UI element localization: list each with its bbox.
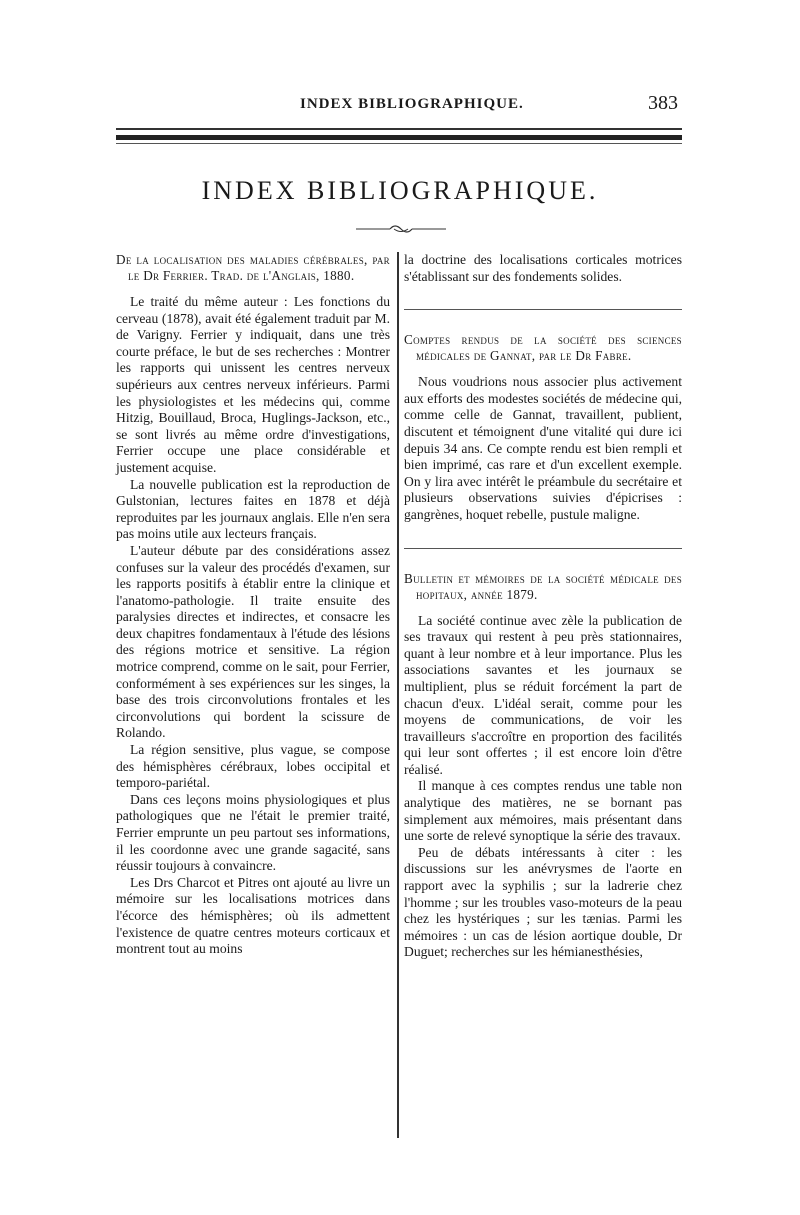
- entry-heading-bulletin: Bulletin et mémoires de la société médicale des hopitaux, année 1879.: [404, 570, 682, 602]
- entry-separator: [404, 285, 682, 310]
- header-rule-thin: [116, 128, 682, 130]
- header-rule-thick: [116, 135, 682, 140]
- header-rule-hairline: [116, 143, 682, 144]
- left-column: [116, 252, 390, 958]
- entry-heading-ferrier: De la localisation des maladies cérébrales, par le Dr Ferrier. Trad. de l'Anglais, 1880.: [116, 252, 390, 283]
- right-column: [404, 252, 682, 961]
- ornament-icon: [356, 222, 446, 236]
- entry-heading-gannat: Comptes rendus de la société des sciences médicales de Gannat, par le Dr Fabre.: [404, 332, 682, 364]
- paragraph: L'auteur débute par des considérations assez confuses sur la valeur des procédés d'examen, sur les rapports positifs à établir entre la clinique et l'anatomo-pathologie. Il traite ensuite des paralysies directes et indirectes, et consacre les deux chapitres fondamentaux à l'étude des lésions des régions motrice et sensitive. La région motrice comprend, comme on le sait, pour Ferrier, conformément à ses expériences sur les singes, la base des trois circonvolutions frontales et les circonvolutions qui bordent la scissure de Rolando.: [116, 542, 390, 741]
- paragraph: La région sensitive, plus vague, se compose des hémisphères cérébraux, lobes occipital et temporo-pariétal.: [116, 742, 390, 791]
- paragraph: Les Drs Charcot et Pitres ont ajouté au livre un mémoire sur les localisations motrices dans l'écorce des hémisphères; où ils admettent l'existence de quatre centres moteurs corticaux et montrent tout au moins: [116, 874, 390, 957]
- paragraph: La nouvelle publication est la reproduction de Gulstonian, lectures faites en 1878 et déjà reproduites par les journaux anglais. Elle n'en sera pas moins utile aux lecteurs français.: [116, 476, 390, 542]
- paragraph: Peu de débats intéressants à citer : les discussions sur les anévrysmes de l'aorte en rapport avec la syphilis ; sur la ladrerie chez l'homme ; sur les troubles vaso-moteurs de la peau chez les hystériques ; sur les tænias. Parmi les mémoires : un cas de lésion aortique double, Dr Duguet; recherches sur les hémianesthésies,: [404, 844, 682, 960]
- running-head: INDEX BIBLIOGRAPHIQUE.: [300, 96, 524, 112]
- paragraph: Nous voudrions nous associer plus activement aux efforts des modestes sociétés de médecine qui, comme celle de Gannat, travaillent, publient, discutent et témoignent d'une vitalité qui dure ici depuis 34 ans. Ce compte rendu est bien rempli et bien imprimé, cas rare et d'un excellent exemple. On y lira avec intérêt le préambule du secrétaire et plusieurs observations suivies d'épicrises : gangrènes, hoquet rebelle, pustule maligne.: [404, 374, 682, 522]
- paragraph: Le traité du même auteur : Les fonctions du cerveau (1878), avait été également traduit par M. de Varigny. Ferrier y indiquait, dans une très courte préface, le but de ses recherches : Montrer les rapports qui unissent les centres nerveux supérieurs aux centres nerveux inférieurs. Parmi les physiologistes et les médecins qui, comme Hitzig, Bouillaud, Broca, Huglings-Jackson, etc., se sont livrés au même ordre d'investigations, Ferrier occupe une place considérable et justement acquise.: [116, 294, 390, 475]
- paragraph: Il manque à ces comptes rendus une table non analytique des matières, ne se bornant pas simplement aux mémoires, mais présentant dans une sorte de relevé synoptique la série des travaux.: [404, 778, 682, 844]
- paragraph-continuation: la doctrine des localisations corticales motrices s'établissant sur des fondements solides.: [404, 252, 682, 284]
- section-title: INDEX BIBLIOGRAPHIQUE.: [201, 176, 599, 205]
- paragraph: La société continue avec zèle la publication de ses travaux qui restent à peu près stationnaires, quant à leur nombre et à leur importance. Plus les associations savantes et les journaux se multiplient, plus se réduit forcément la part de chacun d'eux. L'idéal serait, comme pour les moyens de communications, de voir les travailleurs s'accroître en proportion des facilités qui leur sont offertes ; il est encore loin d'être réalisé.: [404, 612, 682, 777]
- paragraph: Dans ces leçons moins physiologiques et plus pathologiques que ne l'était le premier traité, Ferrier emprunte un peu partout ses informations, il les coordonne avec une grande sagacité, sans réussir toujours à convaincre.: [116, 791, 390, 874]
- page-number: 383: [648, 92, 678, 114]
- entry-separator: [404, 524, 682, 549]
- column-divider: [397, 252, 399, 1138]
